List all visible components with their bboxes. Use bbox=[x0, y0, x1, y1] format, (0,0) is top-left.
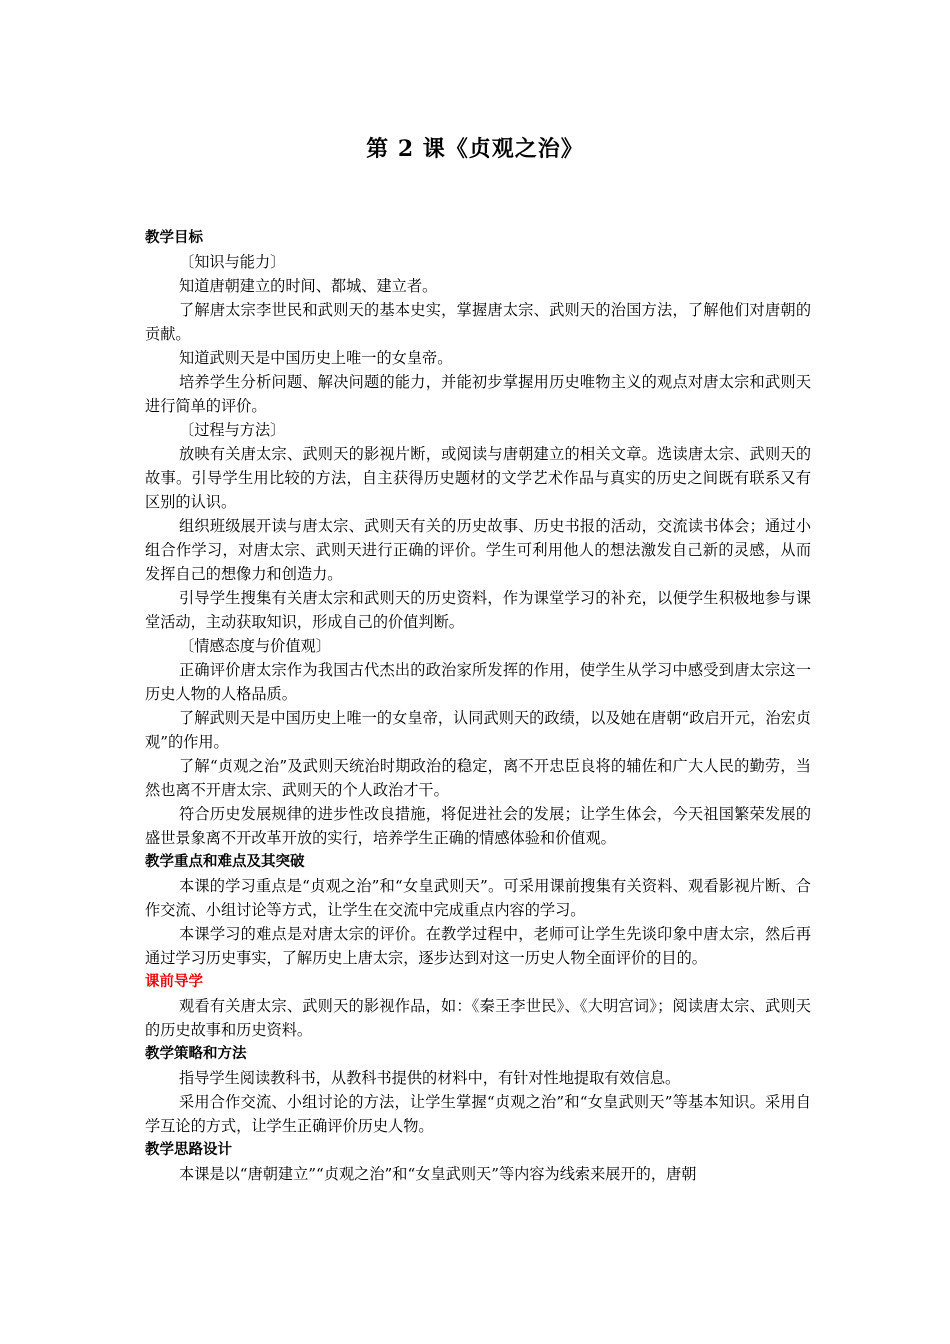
subsection-knowledge-ability: 〔知识与能力〕 bbox=[179, 253, 286, 271]
document-body bbox=[145, 226, 811, 1186]
section-heading-teaching-goals: 教学目标 bbox=[145, 230, 203, 246]
paragraph: 了解“贞观之治”及武则天统治时期政治的稳定，离不开忠臣良将的辅佐和广大人民的勤劳，当然也离不开唐太宗、武则天的个人政治才干。 bbox=[145, 757, 811, 799]
paragraph: 采用合作交流、小组讨论的方法，让学生掌握“贞观之治”和“女皇武则天”等基本知识。采用自学互论的方式，让学生正确评价历史人物。 bbox=[145, 1093, 811, 1135]
paragraph: 了解唐太宗李世民和武则天的基本史实，掌握唐太宗、武则天的治国方法，了解他们对唐朝的贡献。 bbox=[145, 301, 811, 343]
section-heading-key-points: 教学重点和难点及其突破 bbox=[145, 854, 305, 870]
paragraph: 培养学生分析问题、解决问题的能力，并能初步掌握用历史唯物主义的观点对唐太宗和武则天进行简单的评价。 bbox=[145, 373, 811, 415]
paragraph: 了解武则天是中国历史上唯一的女皇帝，认同武则天的政绩，以及她在唐朝“政启开元，治宏贞观”的作用。 bbox=[145, 709, 811, 751]
paragraph: 知道武则天是中国历史上唯一的女皇帝。 bbox=[179, 349, 453, 367]
paragraph: 本课是以“唐朝建立”“贞观之治”和“女皇武则天”等内容为线索来展开的，唐朝 bbox=[179, 1165, 697, 1183]
subsection-emotion-values: 〔情感态度与价值观〕 bbox=[179, 637, 331, 655]
paragraph: 引导学生搜集有关唐太宗和武则天的历史资料，作为课堂学习的补充，以便学生积极地参与课堂活动，主动获取知识，形成自己的价值判断。 bbox=[145, 589, 811, 631]
paragraph: 正确评价唐太宗作为我国古代杰出的政治家所发挥的作用，使学生从学习中感受到唐太宗这一历史人物的人格品质。 bbox=[145, 661, 811, 703]
paragraph: 本课的学习重点是“贞观之治”和“女皇武则天”。可采用课前搜集有关资料、观看影视片断、合作交流、小组讨论等方式，让学生在交流中完成重点内容的学习。 bbox=[145, 877, 811, 919]
paragraph: 知道唐朝建立的时间、都城、建立者。 bbox=[179, 277, 438, 295]
subsection-process-method: 〔过程与方法〕 bbox=[179, 421, 286, 439]
section-heading-strategy: 教学策略和方法 bbox=[145, 1046, 247, 1062]
paragraph: 观看有关唐太宗、武则天的影视作品，如：《秦王李世民》、《大明宫词》；阅读唐太宗、武则天的历史故事和历史资料。 bbox=[145, 997, 811, 1039]
paragraph: 放映有关唐太宗、武则天的影视片断，或阅读与唐朝建立的相关文章。选读唐太宗、武则天的故事。引导学生用比较的方法，自主获得历史题材的文学艺术作品与真实的历史之间既有联系又有区别的认识。 bbox=[145, 445, 811, 511]
paragraph: 本课学习的难点是对唐太宗的评价。在教学过程中，老师可让学生先谈印象中唐太宗，然后再通过学习历史事实，了解历史上唐太宗，逐步达到对这一历史人物全面评价的目的。 bbox=[145, 925, 811, 967]
paragraph: 指导学生阅读教科书，从教科书提供的材料中，有针对性地提取有效信息。 bbox=[179, 1069, 681, 1087]
section-heading-pre-class: 课前导学 bbox=[145, 974, 203, 990]
page-title: 第 2 课《贞观之治》 bbox=[366, 136, 584, 162]
paragraph: 组织班级展开读与唐太宗、武则天有关的历史故事、历史书报的活动，交流读书体会；通过小组合作学习，对唐太宗、武则天进行正确的评价。学生可利用他人的想法激发自己新的灵感，从而发挥自己的想像力和创造力。 bbox=[145, 517, 811, 583]
section-heading-design: 教学思路设计 bbox=[145, 1142, 232, 1158]
paragraph: 符合历史发展规律的进步性改良措施，将促进社会的发展；让学生体会，今天祖国繁荣发展的盛世景象离不开改革开放的实行，培养学生正确的情感体验和价值观。 bbox=[145, 805, 811, 847]
